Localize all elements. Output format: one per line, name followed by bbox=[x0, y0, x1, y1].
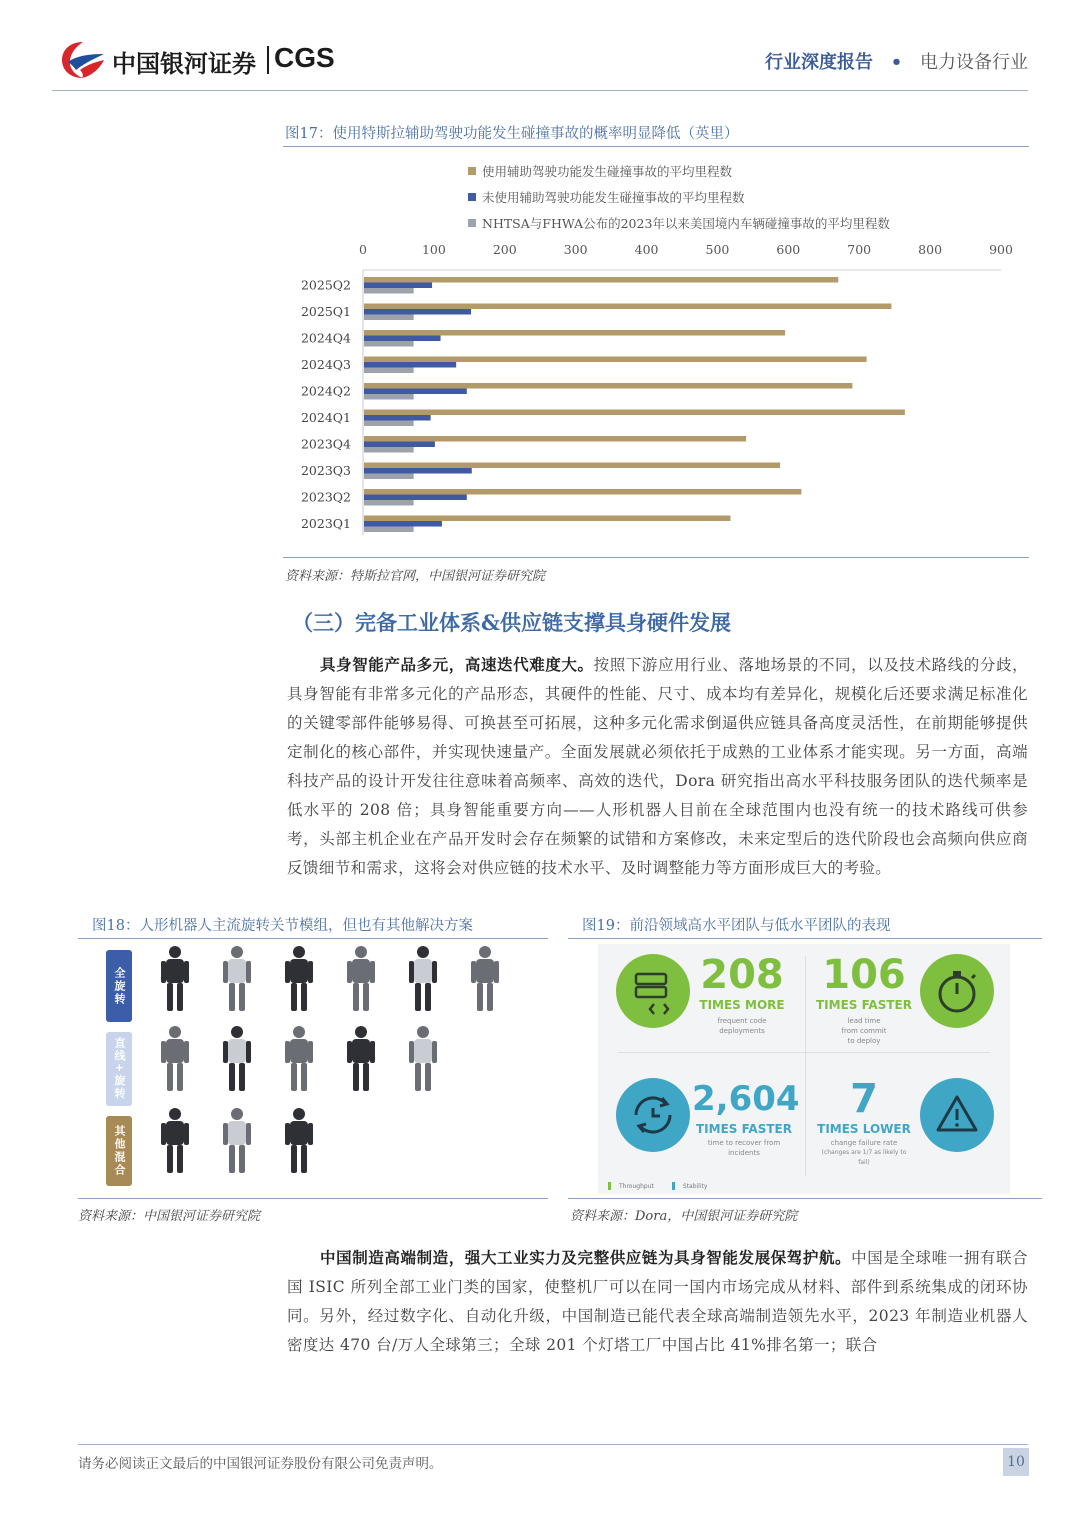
metric-leadtime-desc: lead time from commit to deploy bbox=[841, 1017, 887, 1045]
fig19-top-rule bbox=[568, 938, 1042, 939]
y-category-label-2023Q4: 2023Q4 bbox=[300, 436, 351, 452]
y-category-label-2023Q2: 2023Q2 bbox=[300, 489, 351, 505]
bar-2025Q2-series-2 bbox=[364, 283, 432, 289]
bar-2023Q2-series-2 bbox=[364, 495, 467, 501]
bar-2024Q3-series-1 bbox=[364, 357, 867, 363]
header bbox=[0, 0, 1080, 100]
x-tick-label-5: 500 bbox=[705, 242, 730, 257]
bar-2025Q1-series-1 bbox=[364, 304, 891, 310]
robot-figure-icon bbox=[223, 946, 251, 1011]
bar-2024Q2-series-1 bbox=[364, 383, 852, 389]
y-category-label-2024Q2: 2024Q2 bbox=[300, 383, 351, 399]
metric-leadtime-value: 106 bbox=[822, 952, 906, 998]
y-category-label-2024Q3: 2024Q3 bbox=[300, 356, 351, 372]
robot-figure-icon bbox=[471, 946, 499, 1011]
x-tick-label-4: 400 bbox=[634, 242, 659, 257]
x-tick-label-1: 100 bbox=[421, 242, 446, 257]
legend-item-unassisted bbox=[468, 184, 890, 210]
metric-leadtime-label: TIMES FASTER bbox=[816, 998, 912, 1012]
metric-leadtime bbox=[816, 952, 912, 1046]
dora-vertical-divider bbox=[805, 956, 806, 1176]
legend-swatch-assisted bbox=[468, 167, 476, 175]
fig17-legend bbox=[468, 158, 890, 236]
logo-chinese: 中国银河证券 bbox=[112, 50, 256, 78]
header-bullet: • bbox=[890, 52, 903, 73]
metric-deployments-label: TIMES MORE bbox=[699, 998, 785, 1012]
metric-failure bbox=[816, 1076, 912, 1168]
legend-swatch-unassisted bbox=[468, 193, 476, 201]
bar-2025Q1-series-2 bbox=[364, 309, 471, 315]
recover-clock-icon bbox=[616, 1078, 690, 1152]
bar-2024Q2-series-2 bbox=[364, 389, 467, 395]
legend-label-throughput: Throughput bbox=[619, 1182, 654, 1190]
y-category-label-2024Q1: 2024Q1 bbox=[300, 409, 351, 425]
robot-tag-hybrid: 其他混合 bbox=[106, 1116, 132, 1186]
robot-tag-linear-rotary: 直线+旋转 bbox=[106, 1032, 132, 1106]
cgs-logo-icon bbox=[60, 40, 106, 80]
fig18-bottom-rule bbox=[78, 1198, 548, 1199]
robot-figure-icon bbox=[223, 1026, 251, 1091]
metric-failure-note: (changes are 1/7 as likely to fail) bbox=[821, 1149, 907, 1166]
bar-2023Q3-series-1 bbox=[364, 463, 780, 469]
footer-rule bbox=[78, 1444, 1028, 1445]
footer-disclaimer: 请务必阅读正文最后的中国银河证券股份有限公司免责声明。 bbox=[78, 1456, 443, 1472]
robot-tag-full-rotary: 全旋转 bbox=[106, 950, 132, 1022]
robot-figure-icon bbox=[161, 946, 189, 1011]
bar-2024Q3-series-3 bbox=[364, 368, 414, 374]
logo-english: CGS bbox=[274, 42, 335, 73]
stopwatch-icon bbox=[920, 954, 994, 1028]
stopwatch-circle-icon bbox=[920, 954, 994, 1028]
deploy-circle-icon bbox=[616, 954, 690, 1028]
metric-recovery-desc: time to recover from incidents bbox=[707, 1139, 781, 1157]
section-heading: （三）完备工业体系&供应链支撑具身硬件发展 bbox=[292, 610, 731, 635]
paragraph-1 bbox=[287, 650, 1028, 883]
x-tick-label-2: 200 bbox=[492, 242, 517, 257]
bar-2025Q2-series-1 bbox=[364, 277, 838, 283]
bar-2023Q3-series-2 bbox=[364, 468, 472, 474]
logo-divider bbox=[267, 46, 269, 74]
bar-2023Q4-series-2 bbox=[364, 442, 435, 448]
paragraph-1-lead: 具身智能产品多元，高速迭代难度大。 bbox=[320, 655, 594, 674]
bar-2023Q1-series-3 bbox=[364, 527, 414, 533]
metric-recovery-value: 2,604 bbox=[692, 1079, 800, 1119]
bar-2024Q4-series-2 bbox=[364, 336, 441, 342]
fig19-title: 图19：前沿领域高水平团队与低水平团队的表现 bbox=[582, 918, 891, 934]
fig17-source: 资料来源：特斯拉官网，中国银河证券研究院 bbox=[285, 569, 546, 584]
metric-failure-value: 7 bbox=[850, 1076, 878, 1122]
server-code-icon bbox=[616, 954, 690, 1028]
bar-2023Q4-series-3 bbox=[364, 447, 414, 453]
legend-swatch-stability bbox=[672, 1182, 675, 1190]
y-category-label-2023Q3: 2023Q3 bbox=[300, 462, 351, 478]
bar-2024Q2-series-3 bbox=[364, 394, 414, 400]
bar-2024Q1-series-3 bbox=[364, 421, 414, 427]
bar-2024Q4-series-3 bbox=[364, 341, 414, 347]
dora-legend bbox=[608, 1182, 707, 1190]
robot-figure-icon bbox=[161, 1026, 189, 1091]
x-tick-label-9: 900 bbox=[989, 242, 1013, 257]
robot-figure-icon bbox=[223, 1108, 251, 1173]
dora-panel bbox=[598, 944, 1010, 1194]
metric-recovery bbox=[692, 1076, 800, 1158]
dora-horizontal-divider bbox=[618, 1052, 990, 1053]
robot-figure-icon bbox=[285, 1026, 313, 1091]
robot-figure-icon bbox=[285, 1108, 313, 1173]
x-tick-label-3: 300 bbox=[563, 242, 588, 257]
metric-deployments-desc: frequent code deployments bbox=[717, 1017, 767, 1035]
metric-deployments-value: 208 bbox=[700, 952, 784, 998]
fig18-robot-panel bbox=[100, 944, 530, 1194]
metric-failure-label: TIMES LOWER bbox=[817, 1122, 911, 1136]
bar-2023Q2-series-3 bbox=[364, 500, 414, 506]
legend-label-nhtsa: NHTSA与FHWA公布的2023年以来美国境内车辆碰撞事故的平均里程数 bbox=[482, 216, 890, 231]
fig18-top-rule bbox=[78, 938, 548, 939]
robot-figure-icon bbox=[347, 1026, 375, 1091]
metric-recovery-label: TIMES FASTER bbox=[696, 1122, 792, 1136]
y-category-label-2024Q4: 2024Q4 bbox=[300, 330, 351, 346]
fig18-title: 图18：人形机器人主流旋转关节模组，但也有其他解决方案 bbox=[92, 918, 473, 934]
robot-figure-icon bbox=[409, 1026, 437, 1091]
legend-label-stability: Stability bbox=[682, 1182, 708, 1190]
x-tick-label-8: 800 bbox=[918, 242, 943, 257]
robot-figure-icon bbox=[409, 946, 437, 1011]
metric-deployments bbox=[694, 952, 790, 1036]
y-category-label-2025Q1: 2025Q1 bbox=[300, 303, 351, 319]
bar-2023Q1-series-1 bbox=[364, 516, 730, 522]
fig17-bottom-rule bbox=[283, 557, 1029, 558]
x-tick-label-7: 700 bbox=[847, 242, 872, 257]
warning-triangle-icon bbox=[920, 1078, 994, 1152]
bar-2024Q3-series-2 bbox=[364, 362, 456, 368]
metric-failure-desc: change failure rate bbox=[830, 1139, 898, 1147]
robot-silhouettes bbox=[140, 944, 530, 1194]
fig17-bar-chart bbox=[283, 236, 1029, 536]
bar-2025Q2-series-3 bbox=[364, 288, 414, 294]
fig19-source: 资料来源：Dora，中国银河证券研究院 bbox=[570, 1209, 798, 1224]
recover-circle-icon bbox=[616, 1078, 690, 1152]
legend-swatch-throughput bbox=[608, 1182, 611, 1190]
fig18-source: 资料来源：中国银河证券研究院 bbox=[78, 1209, 261, 1224]
bar-2024Q1-series-1 bbox=[364, 410, 905, 416]
bar-2023Q2-series-1 bbox=[364, 489, 801, 495]
legend-label-unassisted: 未使用辅助驾驶功能发生碰撞事故的平均里程数 bbox=[482, 190, 745, 205]
paragraph-1-body: 按照下游应用行业、落地场景的不同，以及技术路线的分歧，具身智能有非常多元化的产品形态，其硬件的性能、尺寸、成本均有差异化，规模化后还要求满足标准化的关键零部件能够易得、可换甚至可拓展，这种多元化需求倒逼供应链具备高度灵活性，在前期能够提供定制化的核心部件，并实现快速量产。全面发展就必须依托于成熟的工业体系才能实现。另一方面，高端科技产品的设计开发往往意味着高频率、高效的迭代，Dora 研究指出高水平科技服务团队的迭代频率是低水平的 208 倍；具身智能重要方向——人形机器人目前在全球范围内也没有统一的技术路线可供参考，头部主机企业在产品开发时会存在频繁的试错和方案修改，未来定型后的迭代阶段也会高频向供应商反馈细节和需求，这将会对供应链的技术水平、及时调整能力等方面形成巨大的考验。 bbox=[287, 656, 1028, 877]
header-rule bbox=[52, 90, 1028, 91]
x-tick-label-0: 0 bbox=[359, 242, 367, 257]
bar-2023Q1-series-2 bbox=[364, 521, 442, 527]
fig17-title: 图17：使用特斯拉辅助驾驶功能发生碰撞事故的概率明显降低（英里） bbox=[285, 126, 739, 142]
legend-swatch-nhtsa bbox=[468, 219, 476, 227]
paragraph-2-lead: 中国制造高端制造，强大工业实力及完整供应链为具身智能发展保驾护航。 bbox=[320, 1248, 852, 1267]
industry-name: 电力设备行业 bbox=[920, 52, 1028, 73]
y-category-label-2023Q1: 2023Q1 bbox=[300, 515, 351, 531]
legend-item-nhtsa bbox=[468, 210, 890, 236]
fig19-bottom-rule bbox=[568, 1198, 1042, 1199]
paragraph-2-body: 中国是全球唯一拥有联合国 ISIC 所列全部工业门类的国家，使整机厂可以在同一国内市场完成从材料、部件到系统集成的闭环协同。另外，经过数字化、自动化升级，中国制造已能代表全球高端制造领先水平，2023 年制造业机器人密度达 470 台/万人全球第三；全球 201 个灯塔工厂中国占比 41%排名第一；联合 bbox=[287, 1249, 1029, 1354]
legend-label-assisted: 使用辅助驾驶功能发生碰撞事故的平均里程数 bbox=[482, 164, 733, 179]
bar-2024Q1-series-2 bbox=[364, 415, 431, 421]
paragraph-2 bbox=[287, 1243, 1028, 1360]
y-category-label-2025Q2: 2025Q2 bbox=[300, 277, 351, 293]
legend-item-assisted bbox=[468, 158, 890, 184]
page-number: 10 bbox=[1003, 1448, 1029, 1476]
x-tick-label-6: 600 bbox=[776, 242, 801, 257]
robot-figure-icon bbox=[161, 1108, 189, 1173]
fig17-top-rule bbox=[283, 146, 1029, 147]
bar-2023Q4-series-1 bbox=[364, 436, 746, 442]
robot-figure-icon bbox=[347, 946, 375, 1011]
bar-2024Q4-series-1 bbox=[364, 330, 785, 336]
bar-2025Q1-series-3 bbox=[364, 315, 414, 321]
report-type: 行业深度报告 bbox=[765, 52, 874, 73]
bar-2023Q3-series-3 bbox=[364, 474, 414, 480]
header-right bbox=[765, 48, 1028, 74]
robot-figure-icon bbox=[285, 946, 313, 1011]
warning-circle-icon bbox=[920, 1078, 994, 1152]
